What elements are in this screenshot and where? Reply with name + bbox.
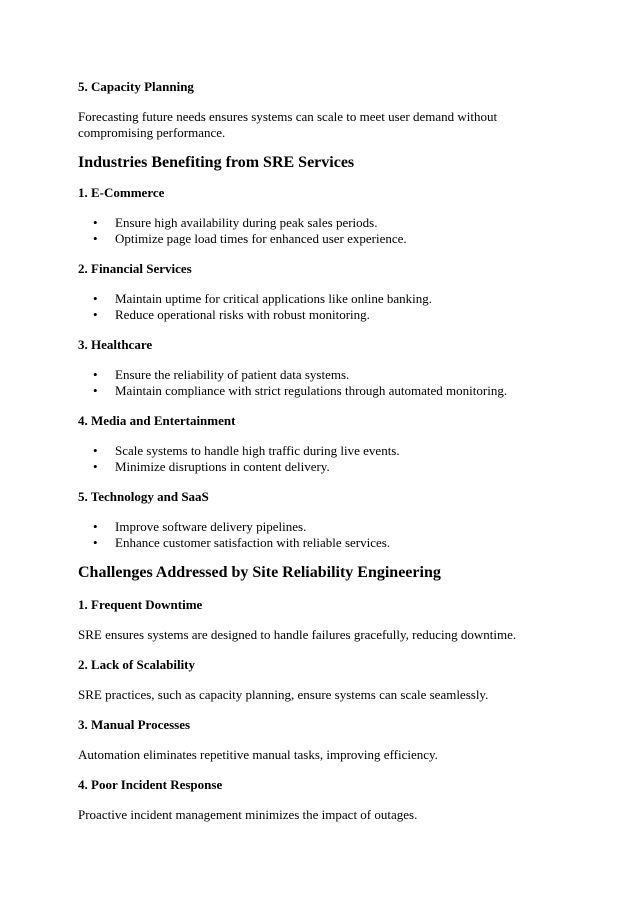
list-item-text: Improve software delivery pipelines. — [115, 519, 307, 534]
bullet-icon: • — [93, 367, 98, 382]
list-item — [78, 291, 558, 307]
list-item — [78, 307, 558, 323]
section-heading-technology-saas: 5. Technology and SaaS — [78, 489, 209, 504]
bullet-icon: • — [93, 535, 98, 550]
list-item-text: Ensure high availability during peak sales periods. — [115, 215, 378, 230]
challenges-title: Challenges Addressed by Site Reliability Engineering — [78, 564, 441, 581]
bullet-icon: • — [93, 383, 98, 398]
challenge-heading-scalability: 2. Lack of Scalability — [78, 657, 196, 672]
list-item — [78, 231, 558, 247]
bullet-icon: • — [93, 231, 98, 246]
challenge-body-downtime: SRE ensures systems are designed to handle failures gracefully, reducing downtime. — [78, 627, 517, 642]
list-item-text: Scale systems to handle high traffic during live events. — [115, 443, 400, 458]
bullet-list-ecommerce — [78, 215, 558, 247]
bullet-list-healthcare — [78, 367, 558, 399]
list-item — [78, 383, 558, 399]
list-item-text: Ensure the reliability of patient data systems. — [115, 367, 350, 382]
challenge-heading-downtime: 1. Frequent Downtime — [78, 597, 203, 612]
challenge-body-incident-response: Proactive incident management minimizes the impact of outages. — [78, 807, 418, 822]
list-item — [78, 215, 558, 231]
challenge-body-scalability: SRE practices, such as capacity planning, ensure systems can scale seamlessly. — [78, 687, 489, 702]
challenge-heading-incident-response: 4. Poor Incident Response — [78, 777, 223, 792]
bullet-icon: • — [93, 459, 98, 474]
section-heading-ecommerce: 1. E-Commerce — [78, 185, 165, 200]
industries-title: Industries Benefiting from SRE Services — [78, 154, 355, 171]
bullet-icon: • — [93, 215, 98, 230]
bullet-list-media-entertainment — [78, 443, 558, 475]
section-heading-financial-services: 2. Financial Services — [78, 261, 192, 276]
challenge-body-manual-processes: Automation eliminates repetitive manual tasks, improving efficiency. — [78, 747, 438, 762]
list-item-text: Reduce operational risks with robust monitoring. — [115, 307, 370, 322]
capacity-planning-body: Forecasting future needs ensures systems can scale to meet user demand without compromising performance. — [78, 109, 498, 140]
section-heading-media-entertainment: 4. Media and Entertainment — [78, 413, 236, 428]
bullet-icon: • — [93, 307, 98, 322]
list-item — [78, 367, 558, 383]
list-item-text: Optimize page load times for enhanced user experience. — [115, 231, 407, 246]
list-item-text: Minimize disruptions in content delivery. — [115, 459, 330, 474]
list-item-text: Maintain compliance with strict regulations through automated monitoring. — [115, 383, 508, 398]
capacity-planning-heading: 5. Capacity Planning — [78, 79, 194, 94]
section-heading-healthcare: 3. Healthcare — [78, 337, 153, 352]
bullet-icon: • — [93, 519, 98, 534]
challenge-heading-manual-processes: 3. Manual Processes — [78, 717, 191, 732]
list-item — [78, 519, 558, 535]
list-item — [78, 535, 558, 551]
document-content — [78, 79, 558, 823]
bullet-list-technology-saas — [78, 519, 558, 551]
list-item-text: Maintain uptime for critical applications like online banking. — [115, 291, 432, 306]
bullet-icon: • — [93, 443, 98, 458]
list-item — [78, 443, 558, 459]
bullet-list-financial-services — [78, 291, 558, 323]
bullet-icon: • — [93, 291, 98, 306]
list-item — [78, 459, 558, 475]
list-item-text: Enhance customer satisfaction with reliable services. — [115, 535, 391, 550]
